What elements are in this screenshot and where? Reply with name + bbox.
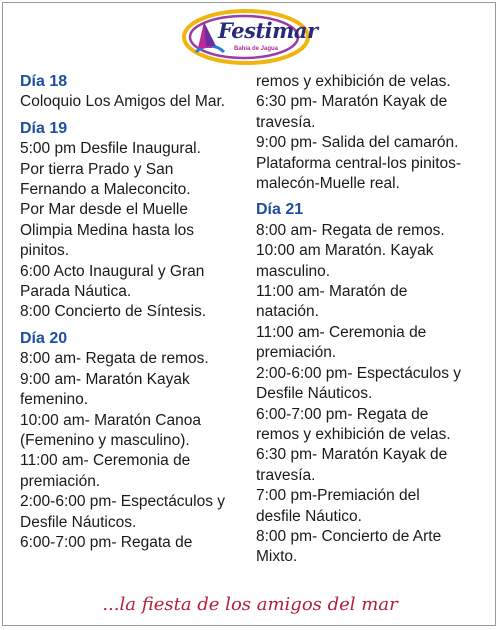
schedule-line: 11:00 am- Ceremonia de (256, 323, 427, 341)
schedule-line: Plataforma central-los pinitos- (256, 154, 462, 172)
schedule-line: Desfile Náuticos. (20, 513, 137, 531)
schedule-line: 5:00 pm Desfile Inaugural. (20, 140, 201, 158)
footer-tagline: ...la fiesta de los amigos del mar (102, 594, 398, 615)
schedule-line: 7:00 pm-Premiación del (256, 487, 420, 505)
schedule-line: desfile Náutico. (256, 507, 362, 525)
schedule-line: Parada Náutica. (20, 283, 132, 301)
day-heading: Día 18 (20, 73, 68, 90)
schedule-line: 11:00 am- Maratón de (256, 283, 408, 301)
festimar-logo (182, 8, 318, 66)
schedule-line: Olimpia Medina hasta los (20, 221, 195, 239)
day-heading: Día 19 (20, 119, 68, 137)
schedule-line: 8:00 pm- Concierto de Arte (256, 527, 442, 545)
schedule-line: 9:00 pm- Salida del camarón. (256, 134, 459, 152)
schedule-line: premiación. (256, 344, 337, 362)
schedule-line: 6:30 pm- Maratón Kayak de (256, 93, 448, 111)
schedule-line: Coloquio Los Amigos del Mar. (20, 93, 226, 111)
schedule-line: Por tierra Prado y San (20, 160, 174, 178)
schedule-line: travesía. (256, 113, 316, 131)
logo-subtitle: Bahía de Jagua (234, 46, 279, 52)
schedule-line: femenino. (20, 391, 89, 409)
left-column (20, 72, 256, 553)
schedule-line: masculino. (256, 262, 331, 280)
schedule-line: 6:30 pm- Maratón Kayak de (256, 446, 448, 464)
schedule-line: malecón-Muelle real. (256, 175, 400, 193)
day-heading: Día 20 (20, 329, 68, 347)
schedule-line: 11:00 am- Ceremonia de (20, 452, 191, 470)
day-heading: Día 21 (256, 201, 304, 219)
schedule-line: 8:00 Concierto de Síntesis. (20, 303, 207, 321)
schedule-line: Mixto. (256, 548, 298, 566)
schedule-line: 10:00 am- Maratón Canoa (20, 411, 201, 429)
schedule-line: premiación. (20, 472, 101, 490)
schedule-line: travesía. (256, 466, 316, 484)
schedule-line: pinitos. (20, 242, 70, 260)
schedule-line: 2:00-6:00 pm- Espectáculos y (20, 493, 226, 511)
schedule-line: Por Mar desde el Muelle (20, 201, 188, 219)
logo-title: Festimar (218, 18, 318, 43)
schedule-line: remos y exhibición de velas. (256, 73, 451, 90)
schedule-line: 6:00 Acto Inaugural y Gran (20, 262, 205, 280)
schedule-line: 10:00 am Maratón. Kayak (256, 242, 434, 260)
schedule-line: 6:00-7:00 pm- Regata de (20, 533, 193, 551)
schedule-line: Fernando a Maleconcito. (20, 181, 191, 199)
schedule-line: Desfile Náuticos. (256, 385, 373, 403)
schedule-line: 8:00 am- Regata de remos. (256, 221, 445, 239)
schedule-line: (Femenino y masculino). (20, 431, 190, 449)
schedule-line: 8:00 am- Regata de remos. (20, 350, 209, 368)
schedule-line: natación. (256, 303, 319, 321)
schedule-line: 6:00-7:00 pm- Regata de (256, 405, 429, 423)
schedule-line: remos y exhibición de velas. (256, 425, 451, 443)
right-column (256, 72, 492, 568)
schedule-line: 9:00 am- Maratón Kayak (20, 370, 190, 388)
schedule-line: 2:00-6:00 pm- Espectáculos y (256, 364, 462, 382)
